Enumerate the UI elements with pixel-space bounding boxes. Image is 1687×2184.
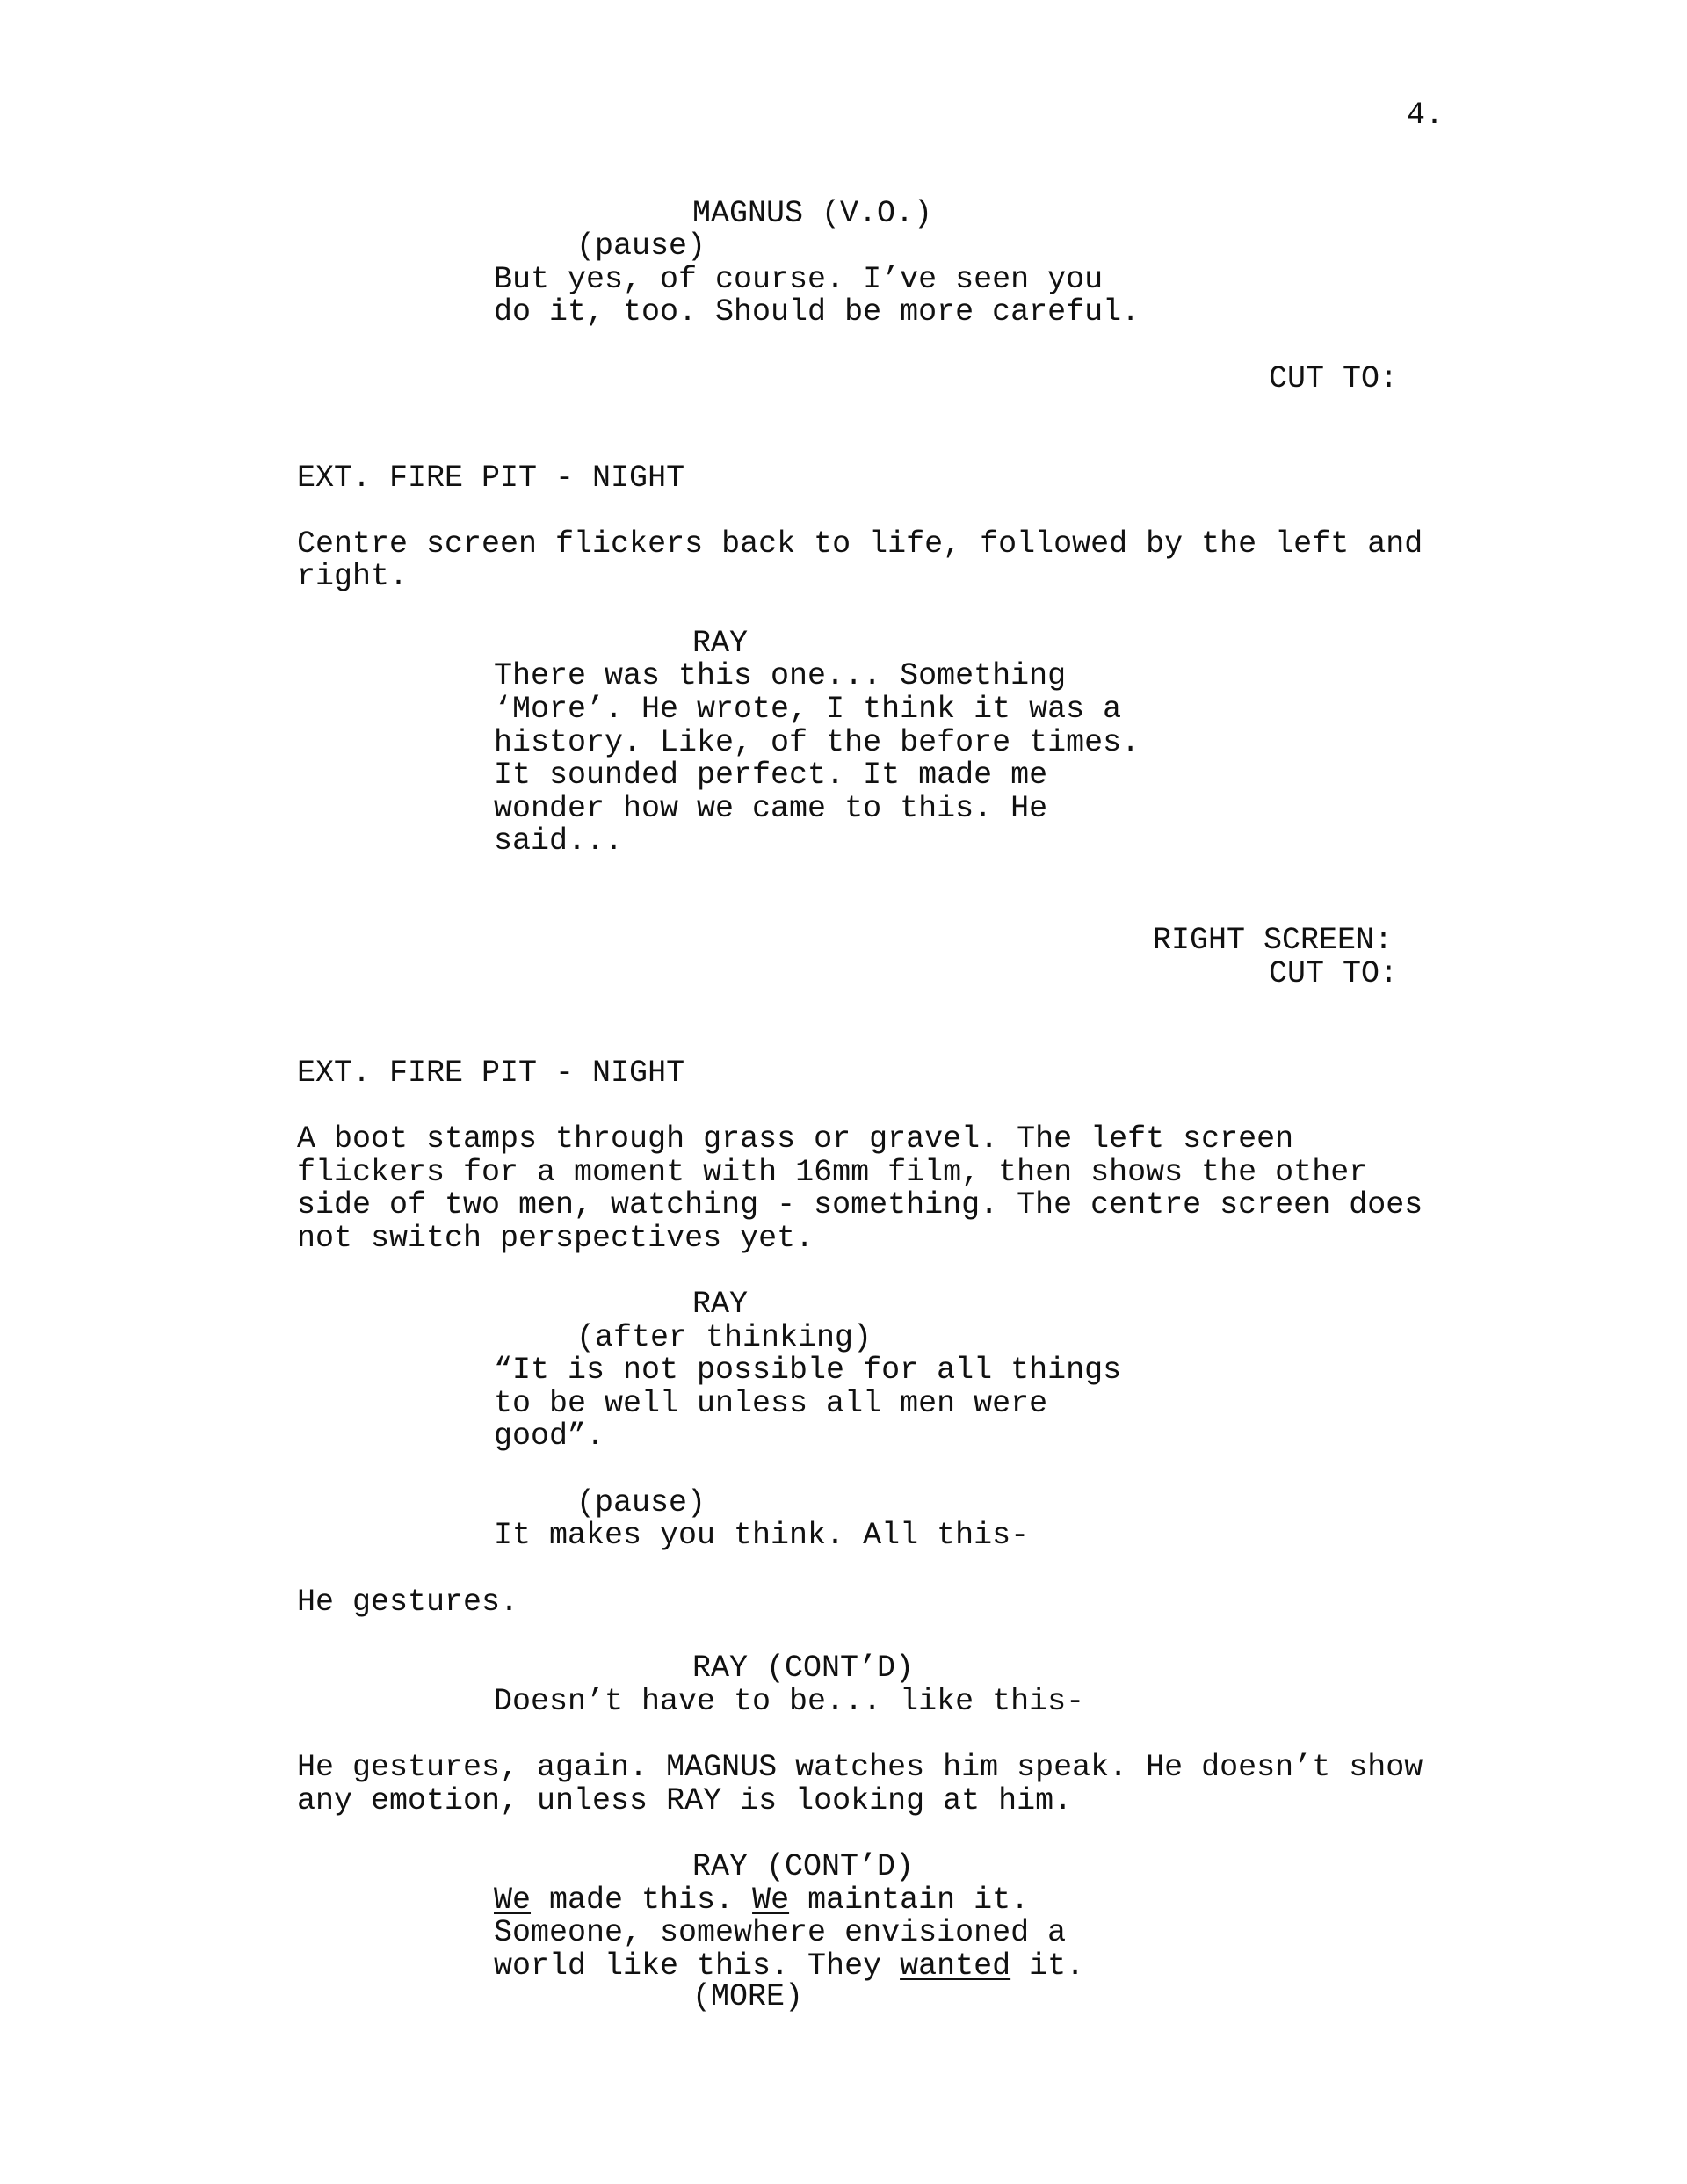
dialogue-text: it. [1010,1948,1085,1984]
dialogue-text: maintain it. [789,1883,1030,1918]
dialogue-text: world like this. They [494,1948,901,1984]
action-line: not switch perspectives yet. [297,1221,815,1256]
dialogue-line: history. Like, of the before times. [494,725,1140,760]
scene-heading: EXT. FIRE PIT - NIGHT [297,461,685,496]
transition: CUT TO: [1269,956,1399,991]
character-name: RAY (CONT’D) [692,1849,915,1884]
character-name: RAY [692,1287,749,1322]
action-line: flickers for a moment with 16mm film, then shows the other [297,1155,1368,1190]
action-line: side of two men, watching - something. The centre screen does [297,1187,1423,1223]
dialogue-line: said... [494,824,624,859]
action-line: Centre screen flickers back to life, followed by the left and [297,526,1423,562]
dialogue-line: to be well unless all men were [494,1386,1048,1421]
character-name: RAY (CONT’D) [692,1651,915,1686]
action-line: any emotion, unless RAY is looking at him. [297,1783,1073,1818]
scene-heading: EXT. FIRE PIT - NIGHT [297,1056,685,1091]
dialogue-line [494,1884,1029,1917]
parenthetical: (after thinking) [576,1320,872,1355]
dialogue-line: good”. [494,1419,605,1454]
transition: CUT TO: [1269,361,1399,396]
parenthetical: (pause) [576,1485,706,1520]
underlined-word: We [752,1883,790,1918]
action-line: He gestures. [297,1585,519,1620]
dialogue-line: “It is not possible for all things [494,1353,1122,1388]
dialogue-line: do it, too. Should be more careful. [494,294,1140,330]
underlined-word: We [494,1883,532,1918]
character-name: MAGNUS (V.O.) [692,196,933,231]
dialogue-line [494,1950,1084,1983]
dialogue-line: It makes you think. All this- [494,1518,1030,1553]
dialogue-line: ‘More’. He wrote, I think it was a [494,692,1122,727]
action-line: A boot stamps through grass or gravel. The left screen [297,1121,1294,1157]
parenthetical: (pause) [576,229,706,264]
action-line: right. [297,559,409,594]
dialogue-line: Doesn’t have to be... like this- [494,1684,1085,1719]
page-number: 4. [1407,98,1444,133]
dialogue-text: made this. [531,1883,753,1918]
dialogue-line: It sounded perfect. It made me [494,758,1048,793]
dialogue-line: But yes, of course. I’ve seen you [494,262,1104,297]
dialogue-line: wonder how we came to this. He [494,791,1048,826]
underlined-word: wanted [900,1948,1011,1984]
dialogue-line: Someone, somewhere envisioned a [494,1915,1067,1950]
more-marker: (MORE) [692,1979,804,2014]
dialogue-line: There was this one... Something [494,658,1067,693]
transition: RIGHT SCREEN: [1153,923,1394,958]
action-line: He gestures, again. MAGNUS watches him speak. He doesn’t show [297,1750,1423,1785]
character-name: RAY [692,626,749,661]
